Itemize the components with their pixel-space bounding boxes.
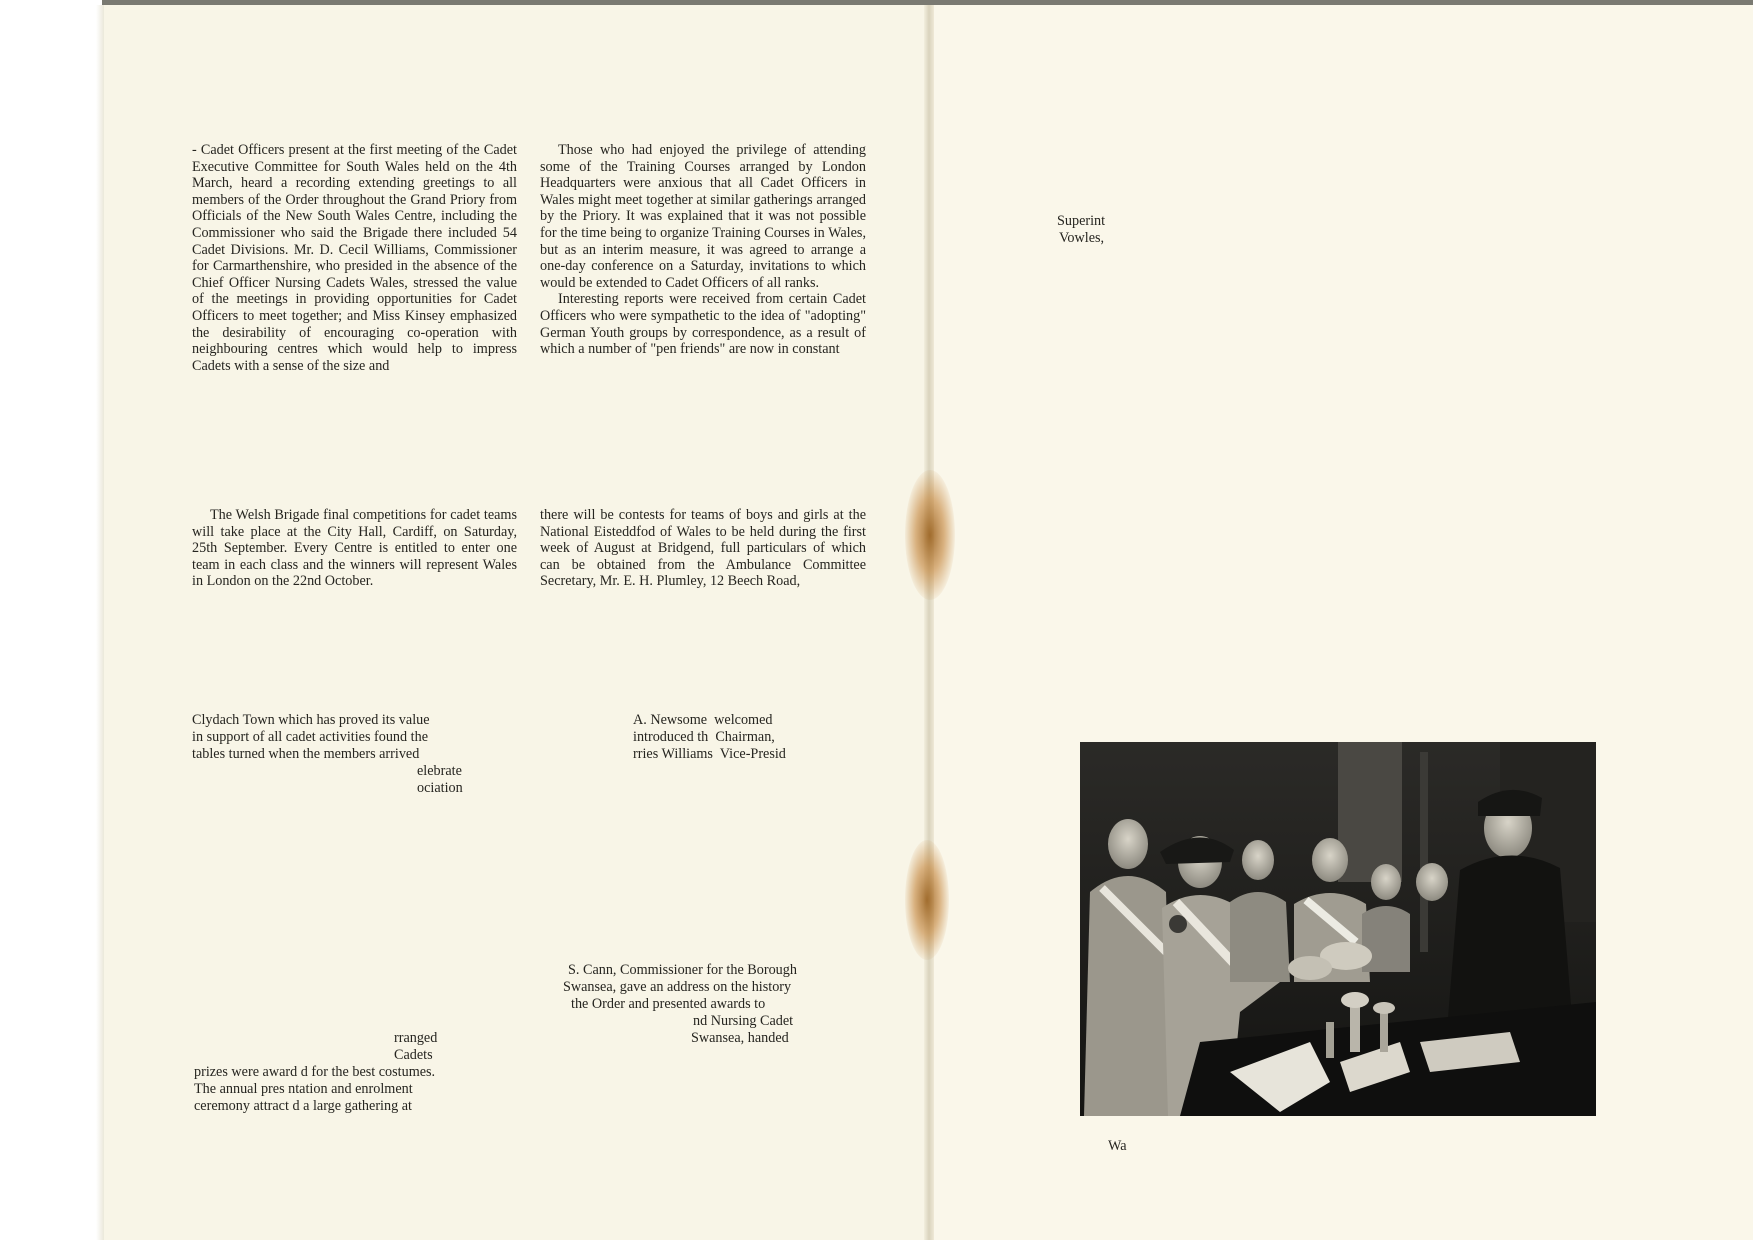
paragraph-text: there will be contests for teams of boys and girls at the National Eisteddfod of Wales to be held during the first week of August at Bridgend, full particulars of which can be obtained from the Ambulance Committee Secretary, Mr. E. H. Plumley, 12 Beech Road,: [540, 507, 866, 590]
left-page-edge: [96, 5, 104, 1240]
photo-illustration: [1080, 742, 1596, 1116]
welsh-brigade-competitions-paragraph: [192, 507, 517, 590]
training-courses-paragraph: [540, 142, 866, 358]
clydach-fragment-line-3: tables turned when the members arrived: [192, 746, 420, 762]
burn-stain-lower: [905, 840, 949, 960]
superintendent-fragment-line-1: Superint: [1057, 213, 1106, 229]
paragraph-text: Those who had enjoyed the privilege of attending some of the Training Courses arranged by London Headquarters were anxious that all Cadet Officers in Wales might meet together at similar gatherings arranged by the Priory. It was explained that it was not possible for the time being to organize Training Courses in Wales, but as an interim measure, it was agreed to arrange a one-day conference on a Saturday, invitations to which would be extended to Cadet Officers of all ranks.: [540, 142, 866, 291]
clydach-fragment-line-1: Clydach Town which has proved its value: [192, 712, 430, 728]
cann-fragment-line-1: S. Cann, Commissioner for the Borough: [568, 962, 797, 978]
prizes-fragment-line-2: Cadets: [394, 1047, 433, 1063]
cann-fragment-line-3: the Order and presented awards to: [571, 996, 766, 1012]
paragraph-text: Interesting reports were received from certain Cadet Officers who were sympathetic to the idea of "adopting" German Youth groups by correspondence, as a result of which a number of "pen friends" are now in constant: [540, 291, 866, 358]
prizes-fragment-line-4: The annual pres ntation and enrolment: [194, 1081, 413, 1097]
burn-stain-upper: [905, 470, 955, 600]
eisteddfod-contests-paragraph: [540, 507, 866, 590]
newsome-fragment-line-3: rries Williams Vice-Presid: [633, 746, 786, 762]
superintendent-fragment-line-2: Vowles,: [1059, 230, 1105, 246]
clydach-fragment-line-2: in support of all cadet activities found the: [192, 729, 428, 745]
cann-fragment-line-5: Swansea, handed: [691, 1030, 789, 1046]
prizes-fragment-line-3: prizes were award d for the best costumes.: [194, 1064, 436, 1080]
prizes-fragment-line-5: ceremony attract d a large gathering at: [194, 1098, 412, 1114]
bottom-fragment: Wa: [1108, 1138, 1127, 1154]
newsome-fragment-line-2: introduced th Chairman,: [633, 729, 775, 745]
cann-fragment-line-4: nd Nursing Cadet: [693, 1013, 794, 1029]
paragraph-text: - Cadet Officers present at the first meeting of the Cadet Executive Committee for South Wales held on the 4th March, heard a recording extending greetings to all members of the Order throughout the Grand Priory from Officials of the New South Wales Centre, including the Commissioner who said the Brigade there included 54 Cadet Divisions. Mr. D. Cecil Williams, Commissioner for Carmarthenshire, who presided in the absence of the Chief Officer Nursing Cadets Wales, stressed the value of the meetings in providing opportunities for Cadet Officers to meet together; and Miss Kinsey emphasized the desirability of encouraging co-operation with neighbouring centres which would help to impress Cadets with a sense of the size and: [192, 142, 517, 374]
paragraph-text: The Welsh Brigade final competitions for cadet teams will take place at the City Hall, Cardiff, on Saturday, 25th September. Every Centre is entitled to enter one team in each class and the winners will represent Wales in London on the 22nd October.: [192, 507, 517, 590]
clydach-fragment-line-5: ociation: [417, 780, 463, 796]
cadet-executive-committee-paragraph: [192, 142, 517, 374]
prizes-fragment-line-1: rranged: [394, 1030, 438, 1046]
page-gutter: [924, 5, 934, 1240]
clydach-fragment-line-4: elebrate: [417, 763, 462, 779]
award-presentation-photo: [1080, 742, 1596, 1116]
cann-fragment-line-2: Swansea, gave an address on the history: [563, 979, 792, 995]
newsome-fragment-line-1: A. Newsome welcomed: [633, 712, 773, 728]
